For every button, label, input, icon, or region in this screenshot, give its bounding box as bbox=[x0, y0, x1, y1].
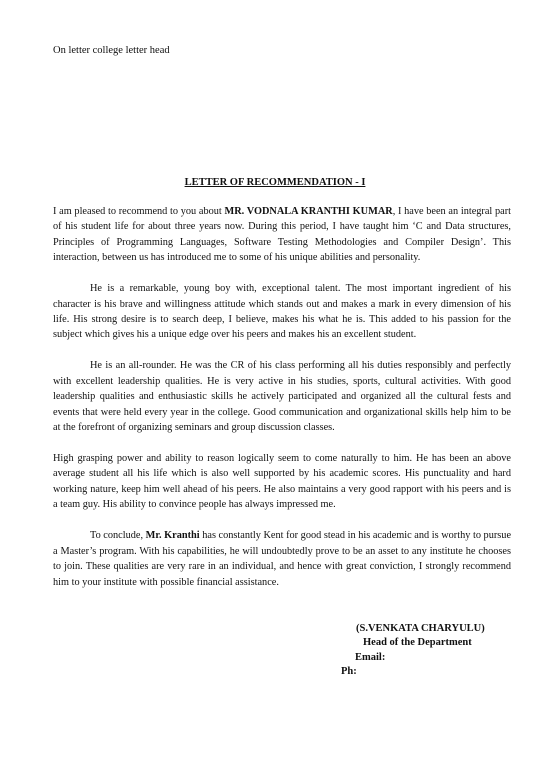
letter-body bbox=[53, 204, 511, 606]
paragraph-academics: High grasping power and ability to reason logically seem to come naturally to him. He has been an above average student all his life which is also well supported by his academic scores. His punctuality and hard working nature, keep him well ahead of his peers. He also maintains a very good rapport with his peers and is a team guy. His ability to convince people has always impressed me. bbox=[53, 453, 511, 511]
paragraph-all-rounder: He is an all-rounder. He was the CR of his class performing all his duties responsibly and perfectly with excellent leadership qualities. He is very active in his studies, sports, cultural activities. With good leadership qualities and enthusiastic skills he actively participated and organized all the cultural fests and events that were held every year in the college. Good communication and organizational skills help him to be at the forefront of organizing seminars and group discussion classes. bbox=[53, 360, 511, 434]
paragraph-intro-rest: , I have been an integral part of his student life for about three years now. During this period, I have taught him ‘C and Data structures, Principles of Programming Languages, Software Testing Methodologies and Compiler Design’. This interaction, between us has introduced me to some of his unique abilities and personality. bbox=[53, 206, 512, 264]
signatory-phone-label: Ph: bbox=[341, 666, 357, 677]
paragraph-conclusion-lead: To conclude, bbox=[90, 530, 146, 542]
signatory-name: (S.VENKATA CHARYULU) bbox=[356, 623, 485, 634]
paragraph-intro bbox=[53, 204, 511, 266]
student-name: MR. VODNALA KRANTHI KUMAR bbox=[224, 206, 393, 217]
signatory-designation: Head of the Department bbox=[363, 637, 472, 648]
paragraph-conclusion bbox=[53, 528, 511, 590]
signatory-email-label: Email: bbox=[355, 652, 386, 663]
student-short-name: Mr. Kranthi bbox=[145, 530, 200, 542]
paragraph-conclusion-rest: has constantly Kent for good stead in his academic and is worthy to pursue a Master’s program. With his capabilities, he will undoubtedly prove to be an asset to any institute he chooses to join. These qualities are very rare in an individual, and hence with great conviction, I strongly recommend him to your institute with possible financial assistance. bbox=[53, 530, 512, 588]
paragraph-intro-lead: I am pleased to recommend to you about bbox=[53, 206, 225, 217]
letter-title: LETTER OF RECOMMENDATION - I bbox=[184, 177, 366, 188]
letterhead-note: On letter college letter head bbox=[53, 45, 170, 56]
paragraph-character: He is a remarkable, young boy with, exceptional talent. The most important ingredient of his character is his brave and willingness attitude which stands out and makes a mark in every dimension of his life. His strong desire is to search deep, I believe, makes his what he is. This added to his passion for the subject which gives his a unique edge over his peers and makes his an excellent student. bbox=[53, 283, 511, 341]
